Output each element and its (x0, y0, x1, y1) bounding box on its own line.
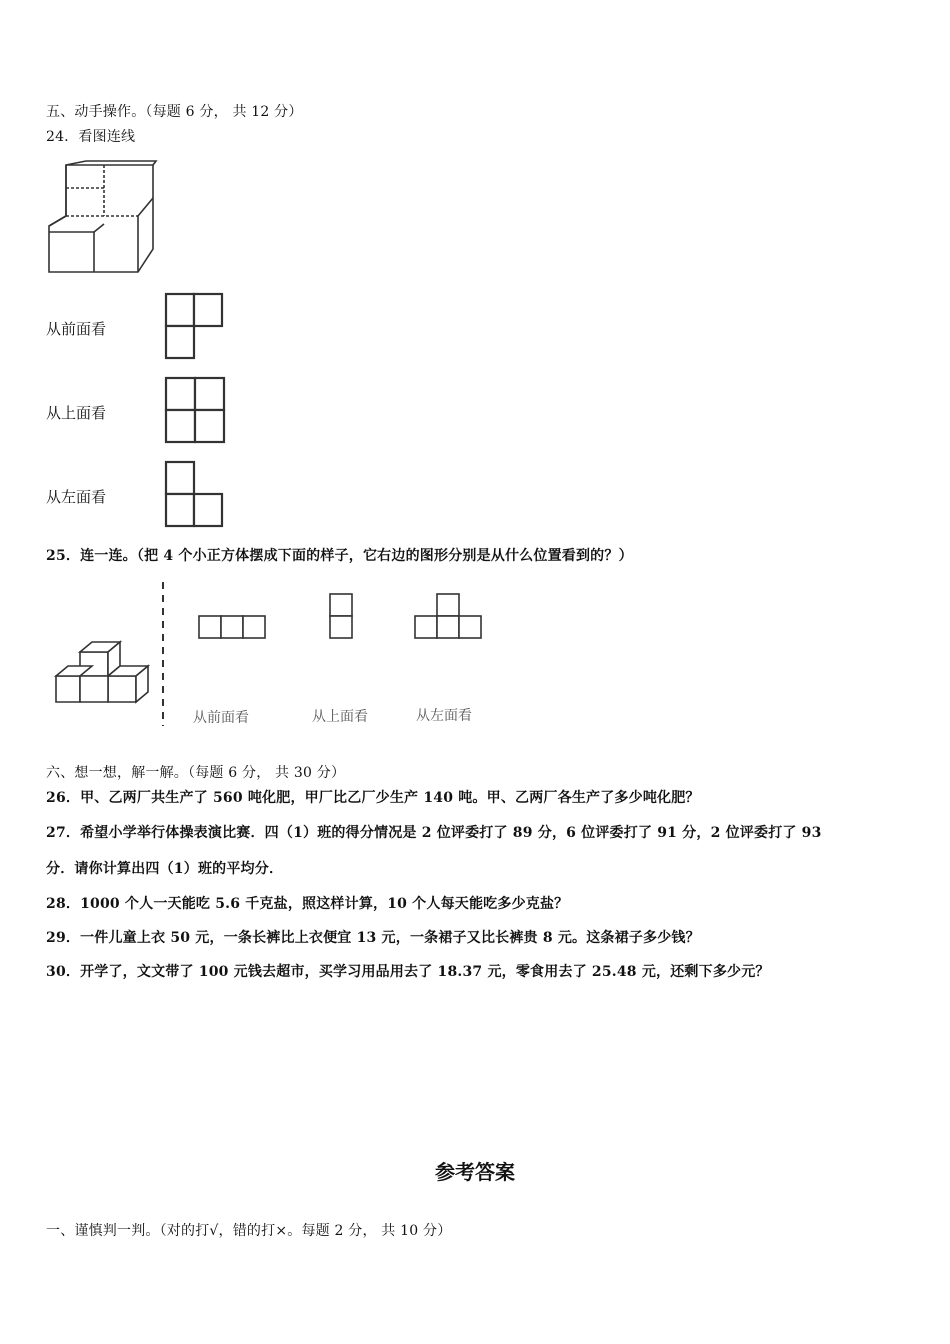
q27-text-line2: 分．请你计算出四（1）班的平均分． (46, 861, 284, 877)
section6-heading: 六、想一想，解一解。（每题 6 分， 共 30 分） (46, 765, 346, 781)
q25-view-shape-2[interactable] (327, 592, 355, 640)
q25-view-shape-3[interactable] (413, 592, 483, 640)
q26-text: 26．甲、乙两厂共生产了 560 吨化肥，甲厂比乙厂少生产 140 吨。甲、乙两厂各生产了多少吨化肥？ (46, 790, 700, 806)
answers-title: 参考答案 (435, 1160, 515, 1184)
q25-dashed-divider (160, 582, 166, 726)
q24-view-shape-3[interactable] (164, 460, 224, 528)
q28-text: 28．1000 个人一天能吃 5.6 千克盐，照这样计算，10 个人每天能吃多少克盐？ (46, 896, 569, 912)
q25-cube-figure (52, 636, 150, 710)
q24-view-shape-2[interactable] (164, 376, 226, 444)
q24-label-top: 从上面看 (46, 404, 107, 422)
q25-title: 25．连一连。（把 4 个小正方体摆成下面的样子，它右边的图形分别是从什么位置看到的？） (46, 548, 633, 564)
q24-title: 24．看图连线 (46, 129, 136, 145)
q24-label-front: 从前面看 (46, 320, 107, 338)
q25-view-shape-1[interactable] (197, 614, 267, 640)
q27-text-line1: 27．希望小学举行体操表演比赛．四（1）班的得分情况是 2 位评委打了 89 分，6 位评委打了 91 分，2 位评委打了 93 (46, 825, 822, 841)
q24-view-shape-1[interactable] (164, 292, 224, 360)
q24-label-left: 从左面看 (46, 488, 107, 506)
q30-text: 30．开学了，文文带了 100 元钱去超市，买学习用品用去了 18.37 元，零食用去了 25.48 元，还剩下多少元？ (46, 964, 770, 980)
q25-caption-left: 从左面看 (416, 708, 472, 724)
answers-section1-heading: 一、谨慎判一判。（对的打√，错的打×。每题 2 分， 共 10 分） (46, 1223, 452, 1239)
section5-heading: 五、动手操作。（每题 6 分， 共 12 分） (46, 104, 303, 120)
q25-caption-front: 从前面看 (193, 710, 249, 726)
q25-caption-top: 从上面看 (312, 709, 368, 725)
q24-cube-figure (46, 158, 158, 276)
q29-text: 29．一件儿童上衣 50 元，一条长裤比上衣便宜 13 元，一条裙子又比长裤贵 8 元。这条裙子多少钱？ (46, 930, 700, 946)
